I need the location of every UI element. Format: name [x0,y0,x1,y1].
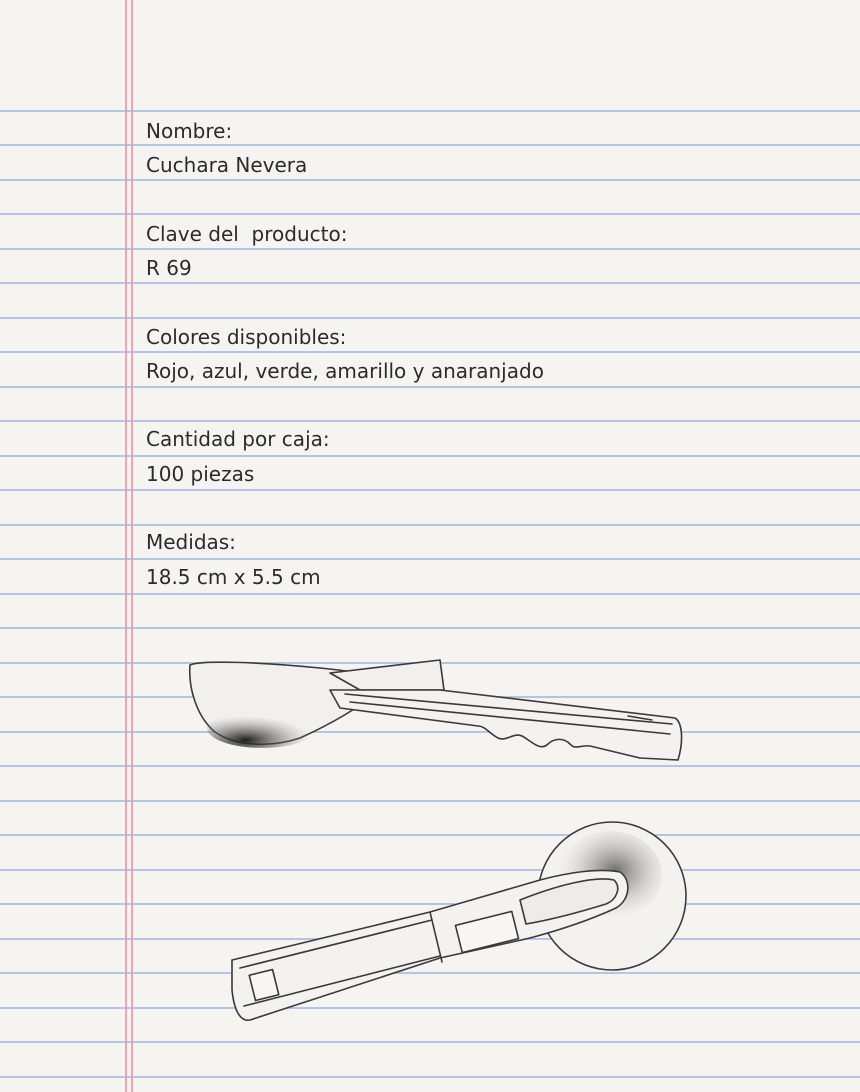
field-label: Colores disponibles: [146,324,347,349]
field-value: R 69 [146,256,192,281]
ice-cream-scoop-side-view [190,660,682,760]
field-label: Medidas: [146,530,236,555]
field-label: Clave del producto: [146,221,348,246]
field-value: Rojo, azul, verde, amarillo y anaranjado [146,358,544,383]
field-value: 18.5 cm x 5.5 cm [146,564,321,589]
field-value: Cuchara Nevera [146,153,308,178]
field-label: Nombre: [146,119,233,143]
field-label: Cantidad por caja: [146,427,330,452]
ice-cream-scoop-top-view [232,822,686,1020]
field-value: 100 piezas [146,461,255,486]
